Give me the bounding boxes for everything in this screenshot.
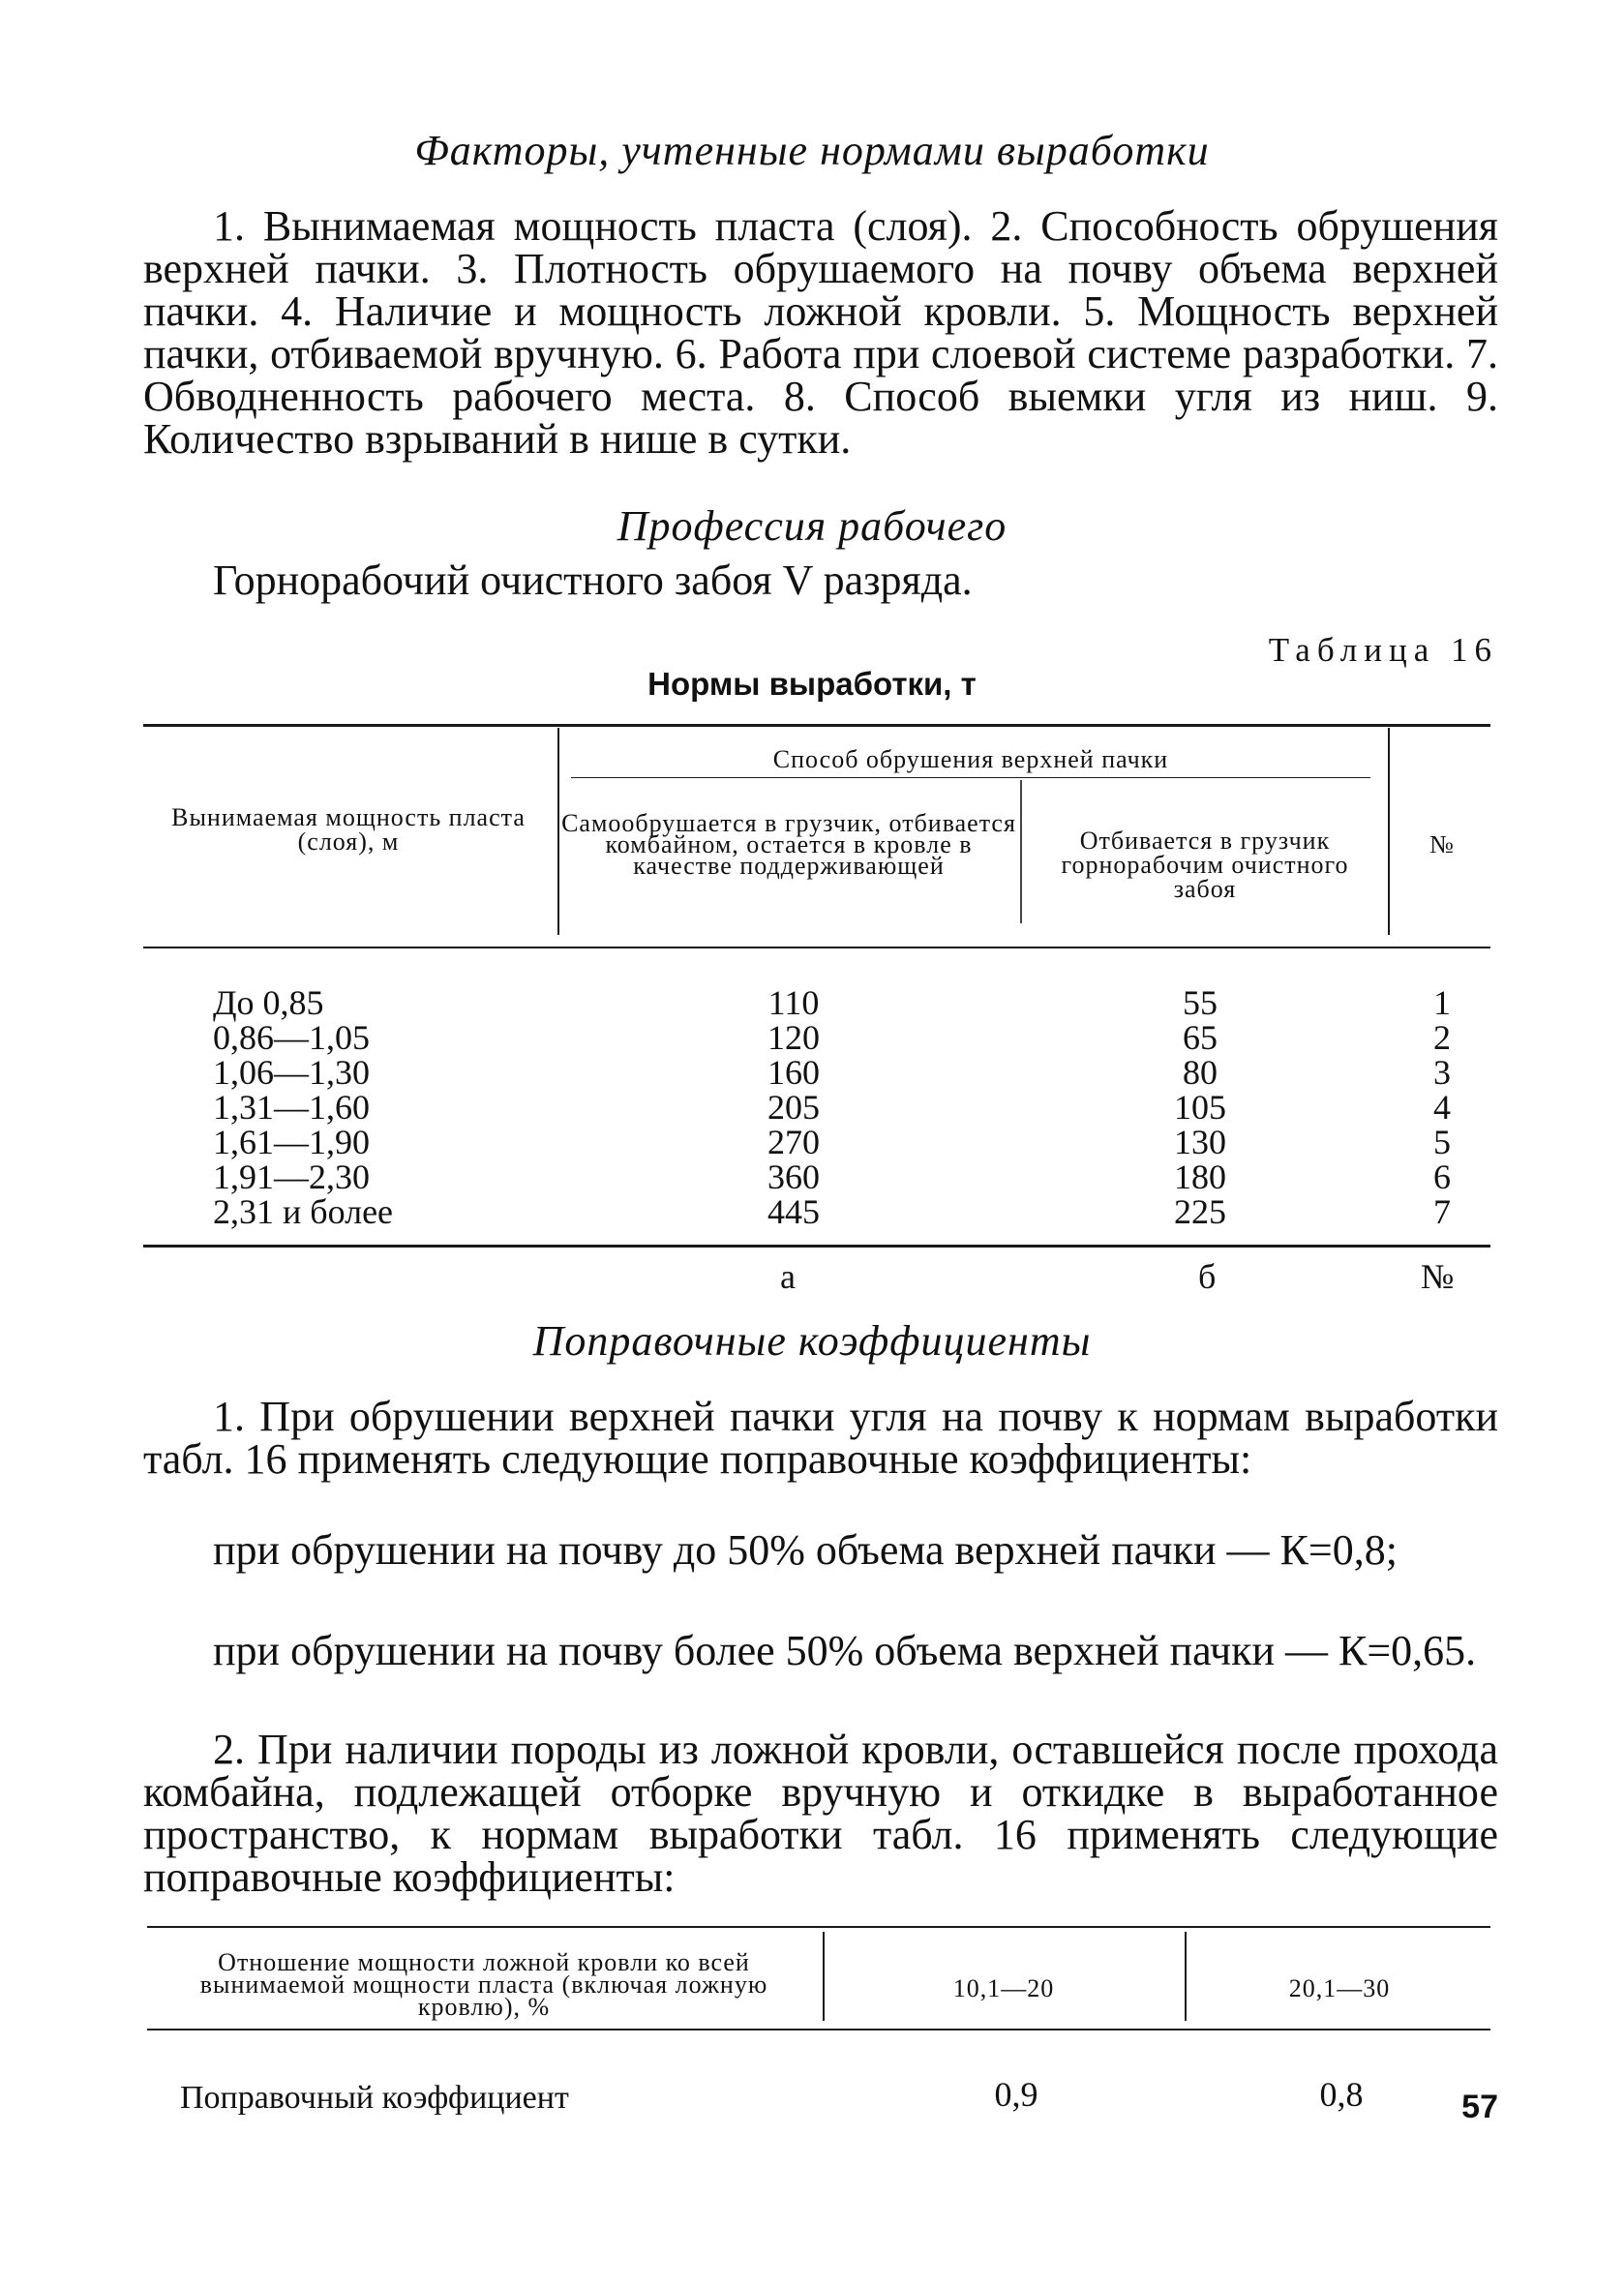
table-16-group-rule — [571, 777, 1370, 778]
coef-table-header-label: Отношение мощности ложной кровли ко всей вынимаемой мощности пласта (включая ложную кровлю), % — [199, 1948, 768, 2021]
cell-method-b: 130 — [1174, 1123, 1226, 1161]
table-16-header-method-b: Отбивается в грузчик горнорабочим очистного забоя — [1061, 827, 1349, 903]
coef-table-range-1: 10,1—20 — [952, 1974, 1055, 2002]
cell-method-b: 55 — [1183, 983, 1218, 1022]
table-16-header-method: Способ обрушения верхней пачки — [772, 745, 1169, 773]
coef-value-2: 0,8 — [1319, 2075, 1364, 2114]
table-16-header-thickness: Вынимаемая мощность пласта (слоя), м — [171, 803, 526, 856]
column-letter-b: б — [1198, 1257, 1217, 1296]
table-16-header-rule — [143, 947, 1490, 948]
table-16-header-number: № — [1429, 830, 1455, 858]
column-letter-a: а — [780, 1257, 796, 1296]
table-16-caption: Таблица 16 — [1268, 631, 1498, 669]
coef-table-divider — [823, 1932, 825, 2021]
cell-method-a: 445 — [767, 1192, 820, 1231]
cell-method-b: 65 — [1183, 1018, 1218, 1057]
cell-method-b: 225 — [1174, 1192, 1226, 1231]
corrections-paragraph-1: 1. При обрушении верхней пачки угля на почву к нормам выработки табл. 16 применять следующие поправочные коэффициенты: — [143, 1393, 1498, 1483]
table-16-header-method-a: Самообрушается в грузчик, отбивается комбайном, остается в кровле в качестве поддерживающей — [561, 809, 1016, 880]
profession-heading: Профессия рабочего — [617, 502, 1007, 550]
factors-paragraph: 1. Вынимаемая мощность пласта (слоя). 2. Способность обрушения верхней пачки. 3. Плотность обрушаемого на почву объема верхней пачки. 4. Наличие и мощность ложной кровли. 5. Мощность верхней пачки, отбиваемой вручную. 6. Работа при слоевой системе разработки. 7. Обводненность рабочего места. 8. Способ выемки угля из ниш. 9. Количество взрываний в нише в сутки. — [143, 202, 1498, 463]
cell-number: 2 — [1433, 1018, 1451, 1057]
cell-number: 7 — [1433, 1192, 1451, 1231]
profession-text: Горнорабочий очистного забоя V разряда. — [213, 556, 973, 604]
cell-method-b: 80 — [1183, 1053, 1218, 1092]
cell-method-b: 180 — [1174, 1158, 1226, 1196]
cell-number: 3 — [1433, 1053, 1451, 1092]
cell-thickness: 1,61—1,90 — [213, 1123, 370, 1161]
cell-method-a: 160 — [767, 1053, 820, 1092]
column-number-sign: № — [1421, 1257, 1455, 1296]
cell-method-a: 120 — [767, 1018, 820, 1057]
table-16-title: Нормы выработки, т — [647, 666, 977, 702]
table-16-top-rule — [143, 724, 1490, 727]
corrections-heading: Поправочные коэффициенты — [532, 1317, 1092, 1365]
table-16-divider — [1020, 780, 1022, 923]
table-16-divider — [1388, 728, 1390, 935]
table-16-divider — [557, 728, 559, 935]
cell-method-a: 270 — [767, 1123, 820, 1161]
cell-number: 1 — [1433, 983, 1451, 1022]
coef-table-divider — [1185, 1932, 1187, 2021]
cell-number: 5 — [1433, 1123, 1451, 1161]
cell-thickness: До 0,85 — [213, 983, 324, 1022]
corrections-paragraph-2: 2. При наличии породы из ложной кровли, оставшейся после прохода комбайна, подлежащей отборке вручную и откидке в выработанное пространство, к нормам выработки табл. 16 применять следующие поправочные коэффициенты: — [143, 1726, 1498, 1901]
cell-method-b: 105 — [1174, 1088, 1226, 1127]
cell-method-a: 110 — [767, 983, 820, 1022]
factors-heading: Факторы, учтенные нормами выработки — [414, 127, 1210, 174]
coef-table-range-2: 20,1—30 — [1288, 1974, 1391, 2002]
cell-thickness: 1,06—1,30 — [213, 1053, 370, 1092]
corrections-paragraph-1a: при обрушении на почву до 50% объема верхней пачки — К=0,8; — [213, 1526, 1398, 1574]
cell-method-a: 360 — [767, 1158, 820, 1196]
cell-thickness: 1,91—2,30 — [213, 1158, 370, 1196]
cell-thickness: 2,31 и более — [213, 1192, 394, 1231]
coef-table-top-rule — [147, 1926, 1490, 1928]
page-number: 57 — [1461, 2089, 1498, 2125]
corrections-paragraph-1b: при обрушении на почву более 50% объема верхней пачки — К=0,65. — [213, 1627, 1477, 1674]
cell-number: 6 — [1433, 1158, 1451, 1196]
cell-thickness: 0,86—1,05 — [213, 1018, 370, 1057]
coef-row-label: Поправочный коэффициент — [180, 2080, 569, 2116]
cell-thickness: 1,31—1,60 — [213, 1088, 370, 1127]
coef-value-1: 0,9 — [994, 2075, 1038, 2114]
coef-table-header-rule — [147, 2029, 1490, 2030]
table-16-bottom-rule — [143, 1245, 1490, 1248]
cell-number: 4 — [1433, 1088, 1451, 1127]
cell-method-a: 205 — [767, 1088, 820, 1127]
